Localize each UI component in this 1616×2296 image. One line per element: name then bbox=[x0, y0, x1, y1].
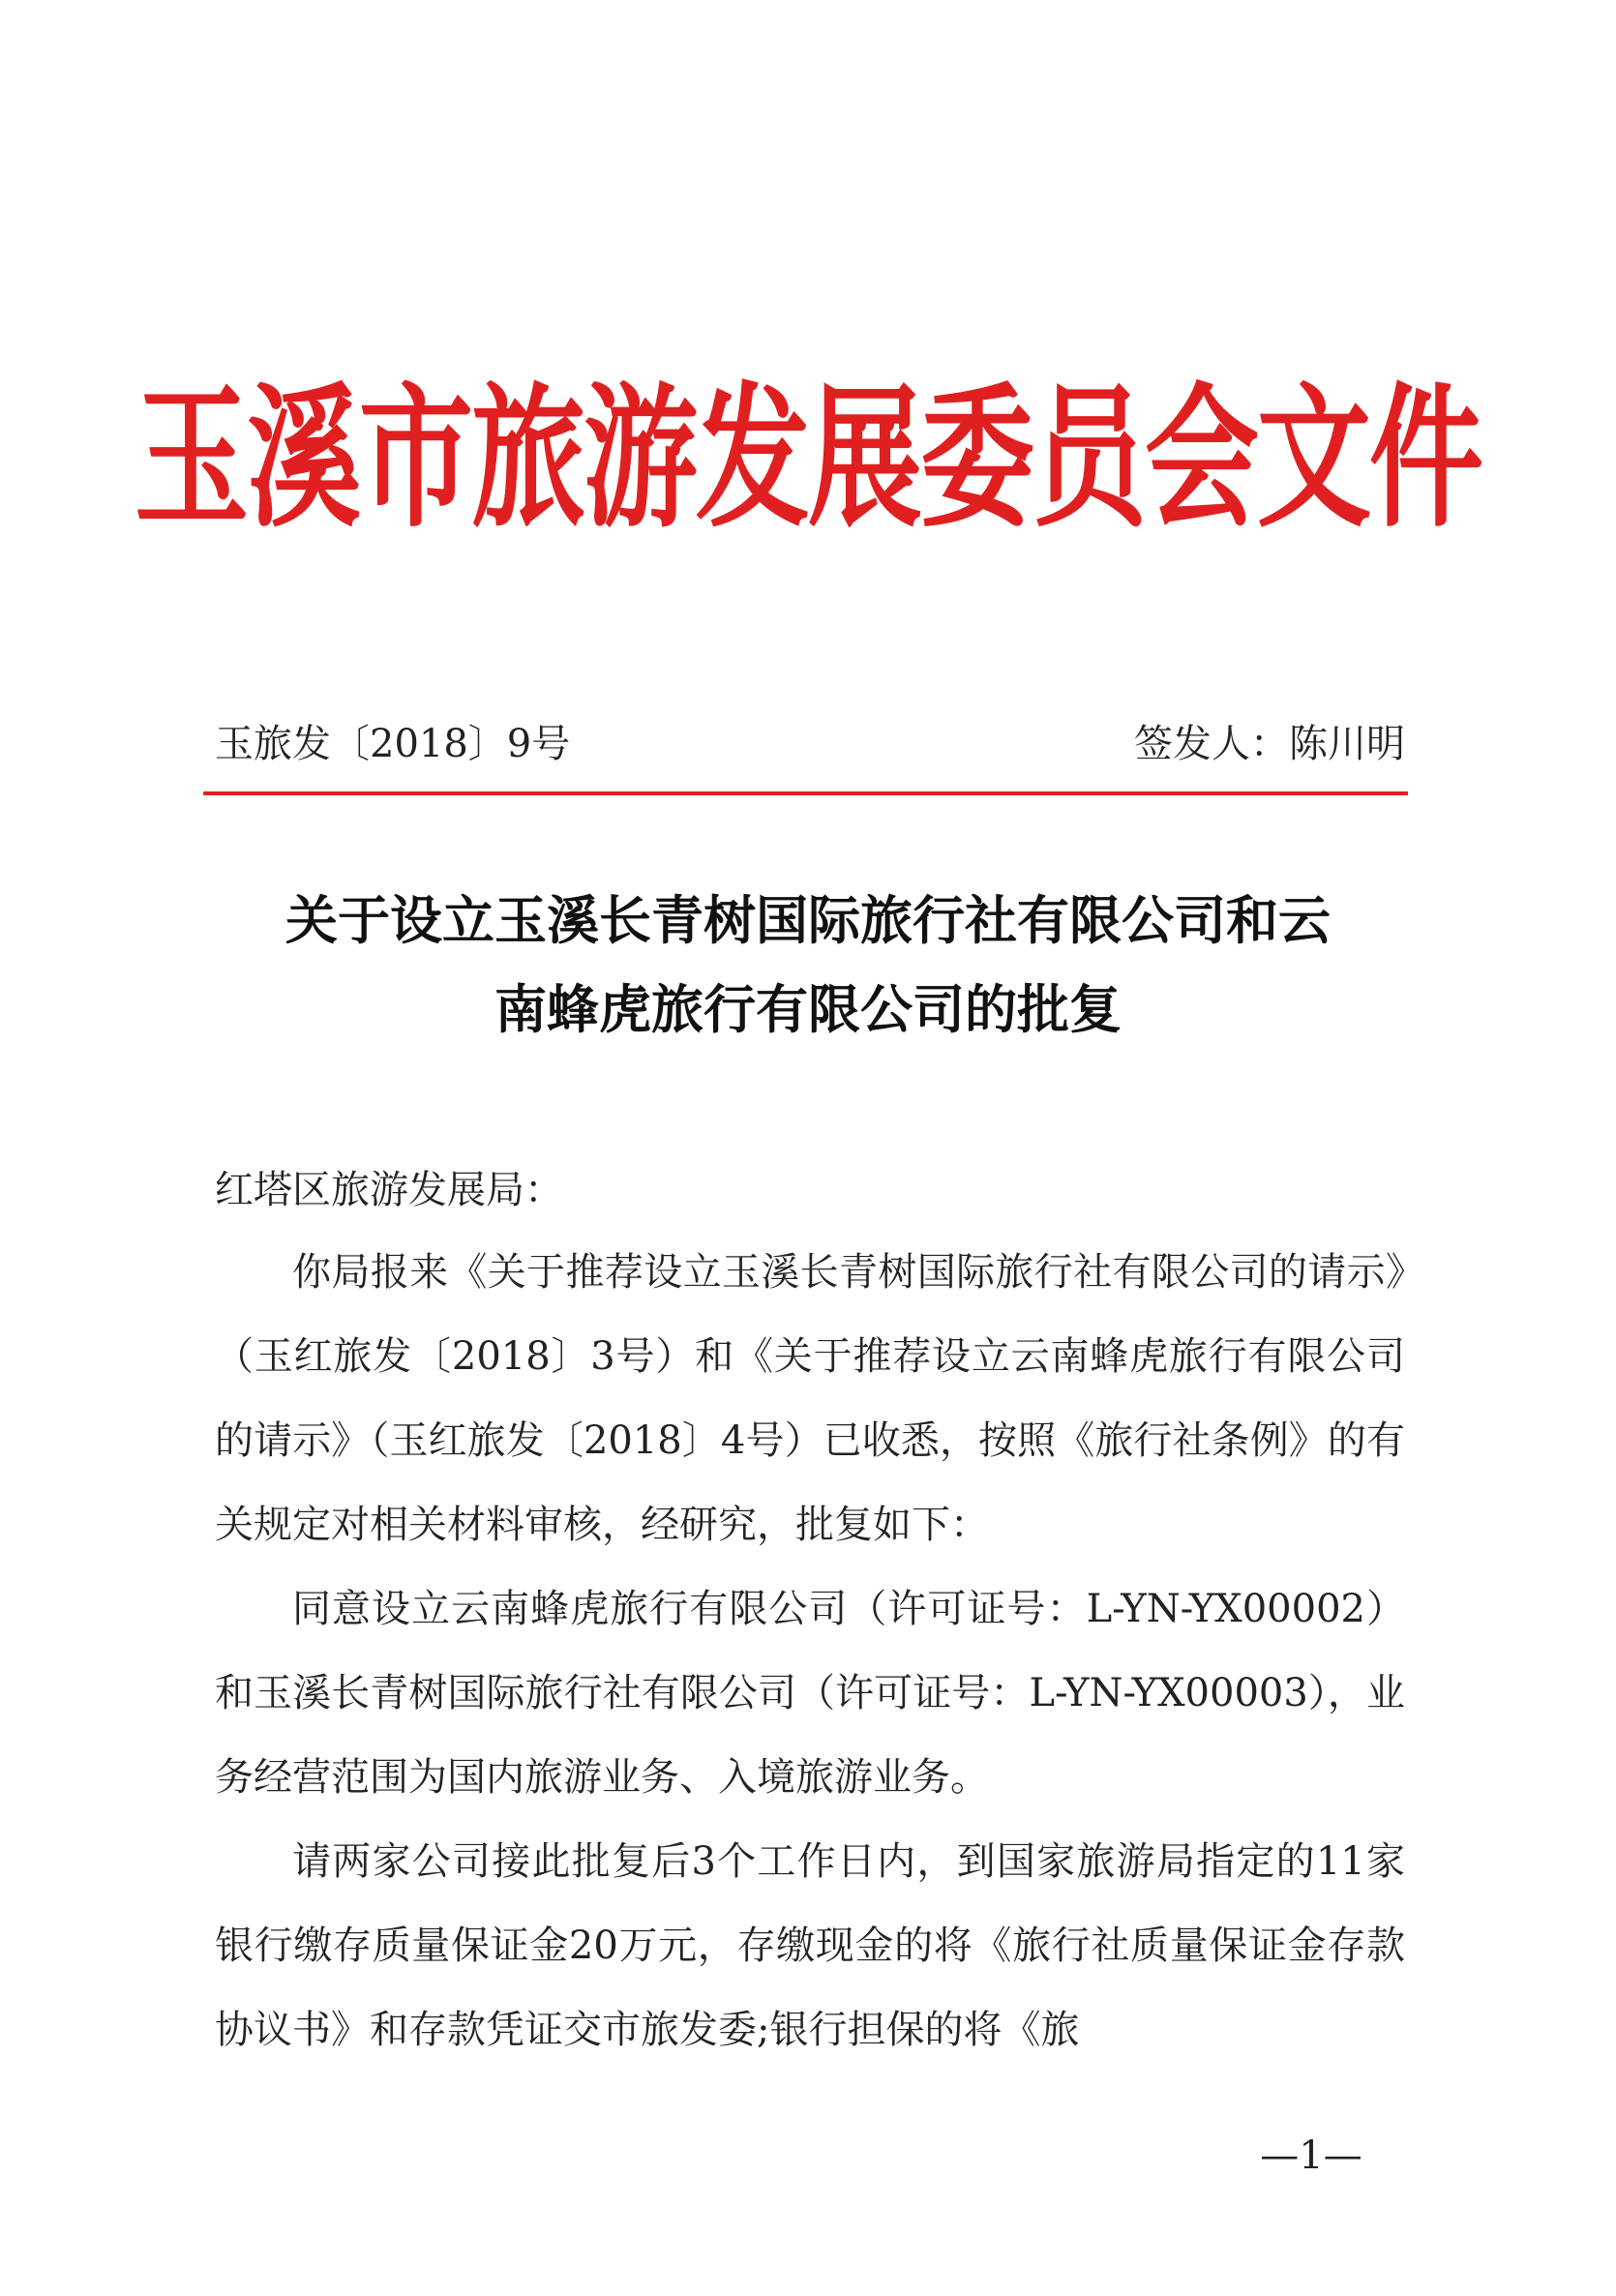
paragraph-3: 请两家公司接此批复后3个工作日内，到国家旅游局指定的11家银行缴存质量保证金20万元，存缴现金的将《旅行社质量保证金存款协议书》和存款凭证交市旅发委;银行担保的将《旅 bbox=[215, 1839, 1405, 2052]
document-meta bbox=[215, 711, 1405, 769]
addressee: 红塔区旅游发展局： bbox=[215, 1168, 563, 1212]
red-divider bbox=[203, 791, 1408, 795]
paragraph-2: 同意设立云南蜂虎旅行有限公司（许可证号：L-YN-YX00002）和玉溪长青树国际旅行社有限公司（许可证号：L-YN-YX00003），业务经营范围为国内旅游业务、入境旅游业务。 bbox=[215, 1587, 1405, 1800]
signer: 签发人：陈川明 bbox=[1134, 721, 1405, 766]
masthead-title: 玉溪市旅游发展委员会文件 bbox=[135, 367, 1482, 549]
page-number: —1— bbox=[1260, 2133, 1362, 2178]
document-title bbox=[194, 876, 1422, 1054]
document-body bbox=[215, 1231, 1405, 2072]
title-line-2: 南蜂虎旅行有限公司的批复 bbox=[494, 978, 1122, 1040]
paragraph-1: 你局报来《关于推荐设立玉溪长青树国际旅行社有限公司的请示》（玉红旅发〔2018〕3号）和《关于推荐设立云南蜂虎旅行有限公司的请示》（玉红旅发〔2018〕4号）已收悉，按照《旅行社条例》的有关规定对相关材料审核，经研究，批复如下： bbox=[215, 1250, 1405, 1547]
title-line-1: 关于设立玉溪长青树国际旅行社有限公司和云 bbox=[285, 889, 1331, 951]
document-number: 玉旅发〔2018〕9号 bbox=[215, 721, 571, 766]
